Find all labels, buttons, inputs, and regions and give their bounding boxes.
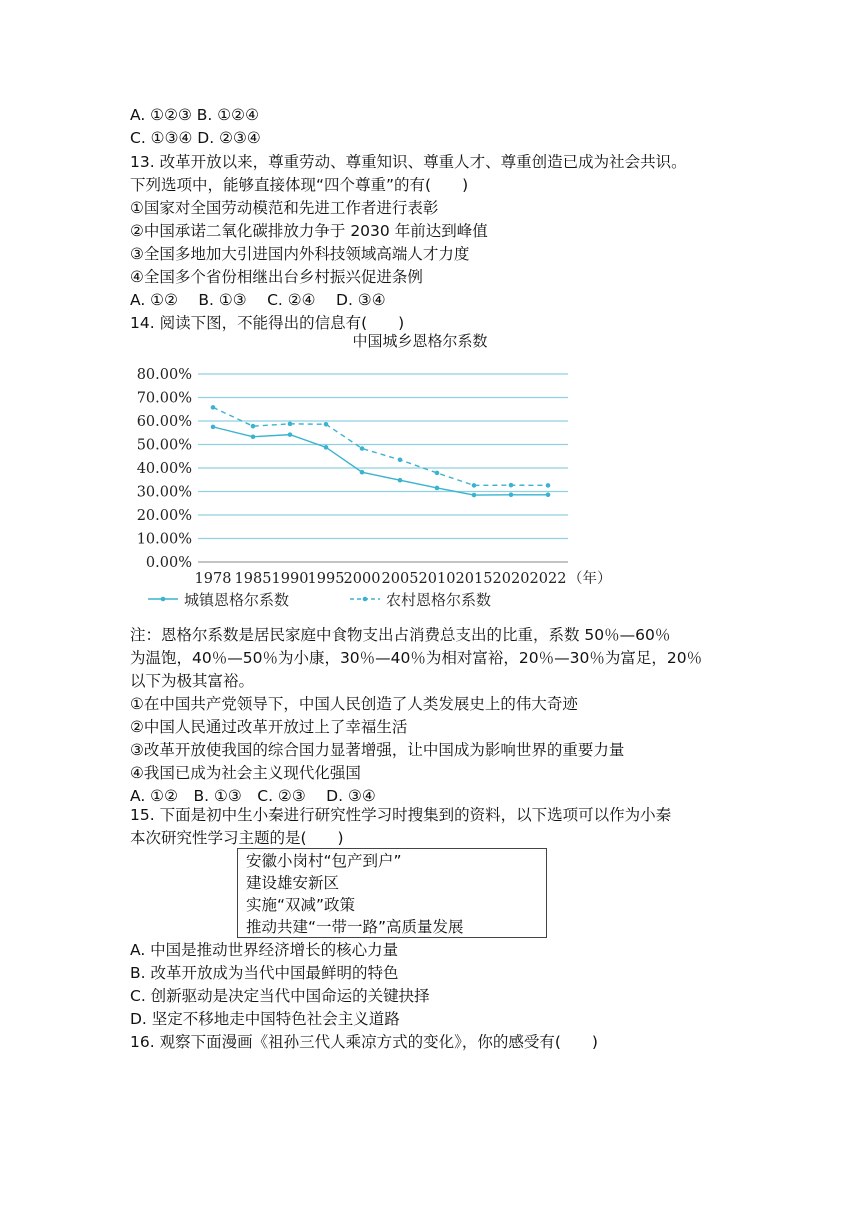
y-tick-label: 30.00% <box>136 484 192 501</box>
q13-options: A. ①② B. ①③ C. ②④ D. ③④ <box>130 291 386 309</box>
legend-label-rural: 农村恩格尔系数 <box>386 591 492 609</box>
data-point-rural <box>509 483 514 488</box>
q12-options-line-2: C. ①③④ D. ②③④ <box>130 129 261 147</box>
q14-stem: 14. 阅读下图，不能得出的信息有( ) <box>130 314 405 332</box>
q13-item-1: ①国家对全国劳动模范和先进工作者进行表彰 <box>130 199 439 217</box>
x-tick-label: 2005 <box>381 571 419 587</box>
y-tick-label: 10.00% <box>136 531 192 548</box>
data-point-rural <box>546 483 551 488</box>
q14-note-line-2: 为温饱，40％—50％为小康，30％—40％为相对富裕，20％—30％为富足，20％ <box>130 649 703 667</box>
data-point-rural <box>435 471 440 476</box>
q15-material-box <box>237 848 547 938</box>
x-tick-label: 2020 <box>492 571 530 587</box>
data-point-urban <box>472 493 477 498</box>
q13-stem-line-2: 下列选项中，能够直接体现“四个尊重”的有( ) <box>130 176 469 194</box>
x-tick-label: 1978 <box>194 571 232 587</box>
data-point-rural <box>251 424 256 429</box>
x-tick-label: 2015 <box>455 571 493 587</box>
data-point-urban <box>288 432 293 437</box>
q12-options-line-1: A. ①②③ B. ①②④ <box>130 106 259 124</box>
data-point-urban <box>398 478 403 483</box>
y-tick-label: 40.00% <box>136 461 192 477</box>
q13-item-3: ③全国多地加大引进国内外科技领域高端人才力度 <box>130 245 470 263</box>
q14-note-line-3: 以下为极其富裕。 <box>130 672 255 690</box>
x-axis-unit: （年） <box>568 571 612 587</box>
y-tick-label: 70.00% <box>136 390 192 407</box>
x-tick-label: 2000 <box>343 571 381 587</box>
q14-options: A. ①② B. ①③ C. ②③ D. ③④ <box>130 787 376 805</box>
legend-marker-urban <box>161 597 166 602</box>
data-point-rural <box>360 446 365 451</box>
q15-material-4: 推动共建“一带一路”高质量发展 <box>246 918 464 936</box>
legend-label-urban: 城镇恩格尔系数 <box>184 591 290 609</box>
x-tick-label: 1985 <box>234 571 272 587</box>
data-point-rural <box>211 405 216 410</box>
q15-material-2: 建设雄安新区 <box>246 874 340 892</box>
q15-stem-line-2: 本次研究性学习主题的是( ) <box>130 829 344 847</box>
data-point-urban <box>546 492 551 497</box>
y-tick-label: 60.00% <box>136 414 192 430</box>
q14-item-4: ④我国已成为社会主义现代化强国 <box>130 764 361 782</box>
data-point-urban <box>324 445 329 450</box>
q15-material-3: 实施“双减”政策 <box>246 896 356 914</box>
y-tick-label: 0.00% <box>145 555 192 571</box>
chart-title: 中国城乡恩格尔系数 <box>352 332 488 350</box>
data-point-rural <box>288 422 293 427</box>
data-point-urban <box>211 425 216 430</box>
x-tick-label: 1995 <box>307 571 345 587</box>
q14-item-3: ③改革开放使我国的综合国力显著增强，让中国成为影响世界的重要力量 <box>130 741 625 759</box>
q15-option-c: C. 创新驱动是决定当代中国命运的关键抉择 <box>130 987 430 1005</box>
x-tick-label: 2010 <box>418 571 456 587</box>
data-point-urban <box>360 470 365 475</box>
q14-item-1: ①在中国共产党领导下，中国人民创造了人类发展史上的伟大奇迹 <box>130 695 578 713</box>
data-point-rural <box>324 422 329 427</box>
q16-stem: 16. 观察下面漫画《祖孙三代人乘凉方式的变化》，你的感受有( ) <box>130 1033 598 1051</box>
q15-option-d: D. 坚定不移地走中国特色社会主义道路 <box>130 1010 400 1028</box>
q15-option-a: A. 中国是推动世界经济增长的核心力量 <box>130 941 399 959</box>
q15-material-1: 安徽小岗村“包产到户” <box>246 852 402 870</box>
q13-item-4: ④全国多个省份相继出台乡村振兴促进条例 <box>130 268 423 286</box>
q15-option-b: B. 改革开放成为当代中国最鲜明的特色 <box>130 964 399 982</box>
data-point-rural <box>398 457 403 462</box>
series-line-rural <box>213 407 548 485</box>
q13-item-2: ②中国承诺二氧化碳排放力争于 2030 年前达到峰值 <box>130 222 488 240</box>
legend-marker-rural <box>363 597 368 602</box>
data-point-urban <box>509 492 514 497</box>
q15-stem-line-1: 15. 下面是初中生小秦进行研究性学习时搜集到的资料，以下选项可以作为小秦 <box>130 806 672 824</box>
data-point-urban <box>251 434 256 439</box>
y-tick-label: 20.00% <box>136 508 192 524</box>
y-tick-label: 50.00% <box>136 437 192 454</box>
x-tick-label: 1990 <box>271 571 309 587</box>
x-tick-label: 2022 <box>529 571 567 587</box>
q14-item-2: ②中国人民通过改革开放过上了幸福生活 <box>130 718 408 736</box>
q13-stem-line-1: 13. 改革开放以来，尊重劳动、尊重知识、尊重人才、尊重创造已成为社会共识。 <box>130 153 687 171</box>
data-point-urban <box>435 486 440 491</box>
series-line-urban <box>213 427 548 495</box>
q14-note-line-1: 注：恩格尔系数是居民家庭中食物支出占消费总支出的比重，系数 50％—60％ <box>130 626 671 644</box>
y-tick-label: 80.00% <box>136 367 192 383</box>
data-point-rural <box>472 483 477 488</box>
